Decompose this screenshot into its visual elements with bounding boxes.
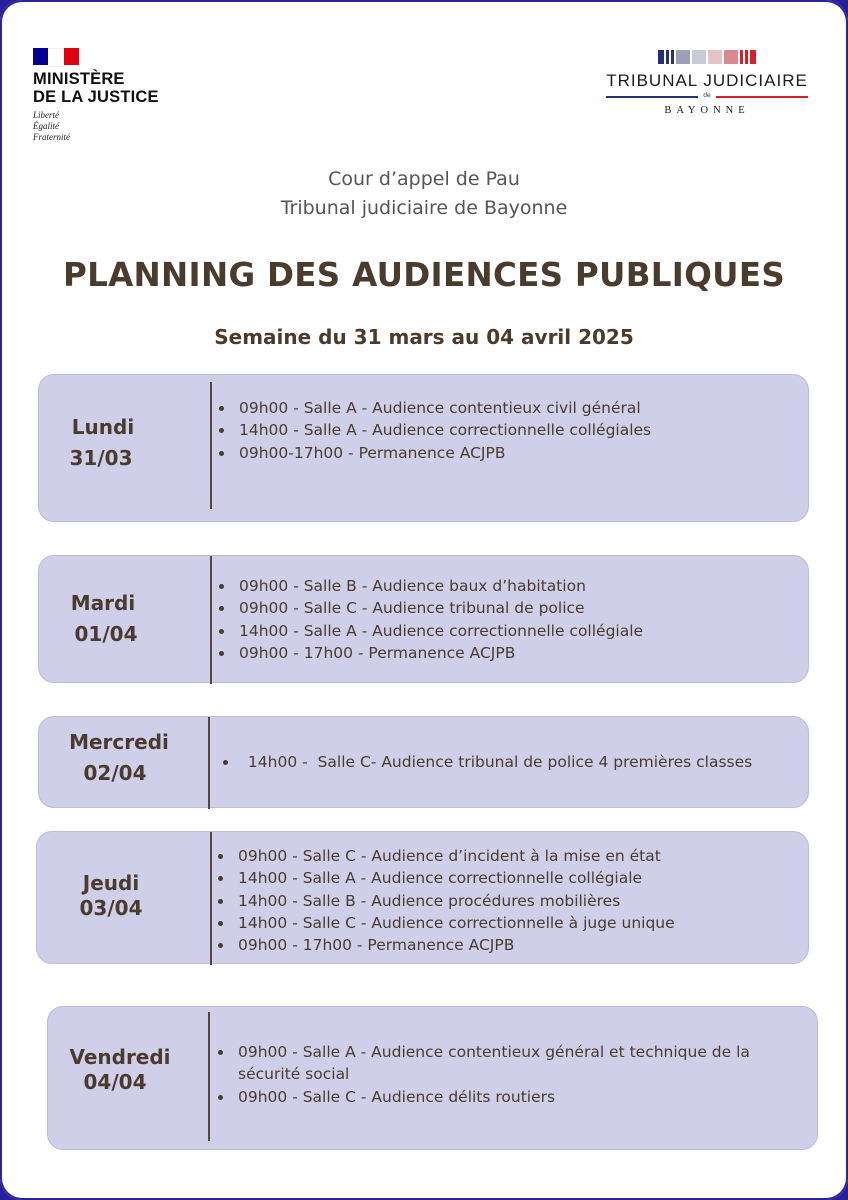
hearing-list xyxy=(217,397,651,464)
tribunal-logo-city: BAYONNE xyxy=(664,105,750,116)
list-item: • 09h00-17h00 - Permanence ACJPB xyxy=(235,442,651,464)
card-divider xyxy=(210,832,212,965)
day-card-tuesday xyxy=(38,555,809,683)
card-divider xyxy=(210,556,212,684)
court-line-2: Tribunal judiciaire de Bayonne xyxy=(280,197,568,219)
list-item: • 14h00 - Salle A - Audience correctionnelle collégiales xyxy=(235,419,651,441)
list-item: • 14h00 - Salle C - Audience correctionnelle à juge unique xyxy=(234,912,675,934)
page-title: PLANNING DES AUDIENCES PUBLIQUES xyxy=(62,256,786,294)
hearing-list xyxy=(217,575,643,664)
list-item: • 09h00 - 17h00 - Permanence ACJPB xyxy=(234,934,675,956)
day-date: 02/04 xyxy=(83,761,147,785)
list-item: • 14h00 - Salle A - Audience correctionnelle collégiale xyxy=(235,620,643,642)
columns-emblem-icon xyxy=(657,50,757,64)
day-name: Lundi xyxy=(71,415,135,439)
day-label xyxy=(23,588,183,650)
day-card-wednesday xyxy=(38,716,809,808)
hearing-list xyxy=(221,751,752,773)
ministry-name-line1: MINISTÈRE xyxy=(33,70,125,88)
tribunal-logo-de: de xyxy=(703,92,711,99)
list-item: • 09h00 - Salle C - Audience délits routiers xyxy=(234,1086,804,1108)
list-item: • 09h00 - Salle A - Audience contentieux civil général xyxy=(235,397,651,419)
list-item: • 14h00 - Salle B - Audience procédures mobilières xyxy=(234,890,675,912)
day-name: Mercredi xyxy=(69,730,169,754)
court-heading xyxy=(0,165,848,223)
day-card-thursday xyxy=(36,831,809,964)
court-line-1: Cour d’appel de Pau xyxy=(328,168,520,190)
list-item: • 09h00 - Salle B - Audience baux d’habitation xyxy=(235,575,643,597)
french-flag-icon xyxy=(33,48,79,65)
day-card-monday xyxy=(38,374,809,522)
day-name: Mardi xyxy=(70,591,136,615)
day-date: 31/03 xyxy=(69,446,133,470)
list-item: • 09h00 - Salle C - Audience d’incident à la mise en état xyxy=(234,845,675,867)
day-label xyxy=(31,871,191,921)
day-date: 01/04 xyxy=(74,622,138,646)
day-name: Vendredi xyxy=(69,1045,171,1069)
card-divider xyxy=(208,1012,210,1141)
list-item: • 09h00 - Salle C - Audience tribunal de police xyxy=(235,597,643,619)
ministry-logo xyxy=(33,48,193,143)
day-card-friday xyxy=(47,1006,818,1150)
motto-fraternite: Fraternité xyxy=(33,132,70,142)
motto-egalite: Égalité xyxy=(33,121,59,131)
tribunal-logo-title: TRIBUNAL JUDICIAIRE xyxy=(606,71,808,90)
card-divider xyxy=(210,382,212,509)
list-item: • 14h00 - Salle A - Audience correctionnelle collégiale xyxy=(234,867,675,889)
motto-liberte: Liberté xyxy=(33,110,59,120)
list-item: • 14h00 - Salle C- Audience tribunal de police 4 premières classes xyxy=(239,751,752,773)
day-date: 03/04 xyxy=(79,896,143,920)
day-label xyxy=(23,412,183,474)
tribunal-logo xyxy=(604,50,810,116)
day-label xyxy=(40,1045,200,1095)
list-item: • 09h00 - 17h00 - Permanence ACJPB xyxy=(235,642,643,664)
hearing-list xyxy=(216,845,675,956)
republic-motto xyxy=(33,110,193,143)
week-subtitle: Semaine du 31 mars au 04 avril 2025 xyxy=(214,325,634,349)
hearing-list xyxy=(216,1041,804,1108)
day-date: 04/04 xyxy=(83,1070,147,1094)
ministry-name-line2: DE LA JUSTICE xyxy=(33,88,159,106)
day-label xyxy=(39,727,199,789)
day-name: Jeudi xyxy=(82,871,140,895)
card-divider xyxy=(208,717,210,809)
list-item: • 09h00 - Salle A - Audience contentieux général et technique de la sécurité social xyxy=(234,1041,804,1086)
tribunal-logo-rule xyxy=(604,92,810,106)
